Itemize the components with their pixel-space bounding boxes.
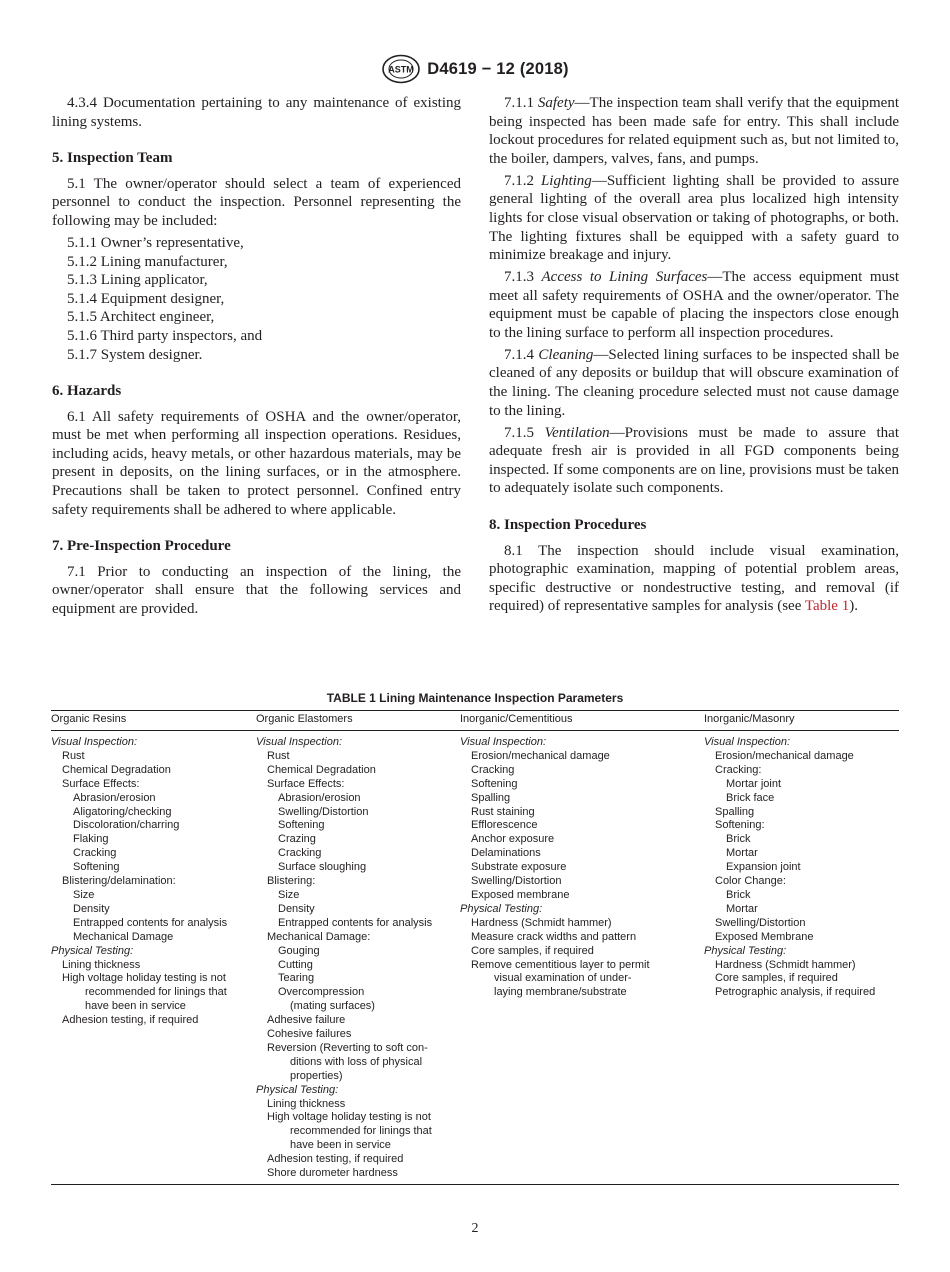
table-cell-line: Density — [73, 902, 110, 915]
table-cell-line: Core samples, if required — [471, 944, 594, 957]
paragraph-7-1-4 — [489, 346, 899, 420]
paragraph-6-1: 6.1 All safety requirements of OSHA and the owner/operator, must be met when performing all inspection operations. Residues, including acids, heavy metals, or other hazardous materials, may be present in deposits, on the lining surfaces, or in the atmosphere. Precautions shall be taken to protect personnel. Confined entry safety requirements shall be adhered to where applicable. — [52, 408, 461, 518]
table-cell-line: Softening — [471, 777, 518, 790]
table-cell-line: Flaking — [73, 833, 109, 846]
column-header-organic-elastomers: Organic Elastomers — [256, 713, 353, 725]
table-cell-line: Abrasion/erosion — [73, 791, 156, 804]
list-item-5-1-5: 5.1.5 Architect engineer, — [67, 309, 215, 326]
paragraph-text: —Provisions must be made to assure that adequate fresh air is provided in all FGD components being inspected. If some components are on line, provisions must be taken to adequately isolate such components. — [489, 424, 900, 497]
table-cell-line: Density — [278, 902, 315, 915]
paragraph-text: 8.1 The inspection should include visual examination, photographic examination, mapping of potential problem areas, specific destructive or nondestructive testing, and removal (if required) of representative samples for analysis (see — [489, 542, 899, 615]
table-cell-line: Color Change: — [715, 875, 786, 888]
organic-elastomers-column — [256, 736, 460, 1181]
paragraph-term: Access to Lining Surfaces — [541, 269, 708, 286]
table-cell-line: Cracking — [471, 763, 515, 776]
section-7-heading: 7. Pre-Inspection Procedure — [52, 538, 231, 555]
table-cell-line: Core samples, if required — [715, 972, 838, 985]
paragraph-number: 7.1.2 — [504, 172, 534, 189]
astm-logo-icon — [381, 54, 421, 84]
table-cell-line: Anchor exposure — [471, 833, 555, 846]
table-cell-line: Adhesive failure — [267, 1014, 346, 1027]
table-cell-line: Efflorescence — [471, 819, 538, 832]
table-cell-line: Petrographic analysis, if required — [715, 986, 876, 999]
table-cell-line: ditions with loss of physical — [290, 1055, 423, 1068]
table-cell-line: Exposed Membrane — [715, 930, 814, 943]
table-cell-line: Physical Testing: — [460, 902, 543, 915]
list-item-5-1-3: 5.1.3 Lining applicator, — [67, 272, 208, 289]
table-cell-line: Mechanical Damage: — [267, 930, 371, 943]
table-cell-line: Brick face — [726, 791, 775, 804]
table-cell-line: High voltage holiday testing is not — [267, 1111, 431, 1124]
table-cell-line: recommended for linings that — [85, 986, 227, 999]
page-header — [0, 52, 950, 86]
section-5-heading: 5. Inspection Team — [52, 150, 173, 167]
paragraph-5-1: 5.1 The owner/operator should select a team of experienced personnel to conduct the inspection. Personnel representing the following may be included: — [52, 175, 461, 229]
table-cell-line: Entrapped contents for analysis — [73, 916, 228, 929]
column-header-organic-resins: Organic Resins — [51, 713, 127, 725]
table-cell-line: Physical Testing: — [256, 1083, 339, 1096]
table-bottom-rule — [51, 1184, 899, 1185]
standard-designation: D4619 − 12 (2018) — [427, 59, 569, 78]
section-8-heading: 8. Inspection Procedures — [489, 517, 647, 534]
table-cell-line: Swelling/Distortion — [715, 916, 806, 929]
paragraph-term: Cleaning — [538, 346, 594, 363]
table-header-row — [51, 711, 899, 730]
table-cell-line: Rust — [267, 749, 290, 762]
table-cell-line: Measure crack widths and pattern — [471, 930, 637, 943]
table-cell-line: Hardness (Schmidt hammer) — [715, 958, 856, 971]
paragraph-number: 7.1.1 — [504, 95, 534, 111]
table-cell-line: Abrasion/erosion — [278, 791, 361, 804]
list-item-5-1-2: 5.1.2 Lining manufacturer, — [67, 253, 228, 270]
paragraph-term: Safety — [537, 95, 575, 111]
table-cell-line: Entrapped contents for analysis — [278, 916, 433, 929]
organic-resins-column — [51, 736, 256, 1181]
page-number: 2 — [471, 1221, 479, 1236]
table-cell-line: Chemical Degradation — [267, 763, 376, 776]
table-cell-line: Cracking — [278, 847, 322, 860]
table-cell-line: Visual Inspection: — [51, 736, 138, 748]
table-cell-line: laying membrane/substrate — [494, 986, 627, 999]
table-cell-line: Brick — [726, 833, 751, 846]
paragraph-7-1: 7.1 Prior to conducting an inspection of the lining, the owner/operator shall ensure that the following services and equipment are provided. — [52, 563, 461, 618]
paragraph-term: Ventilation — [544, 424, 610, 441]
table-cell-line: Lining thickness — [62, 958, 141, 971]
table-cell-line: Cutting — [278, 958, 313, 971]
table-cell-line: Swelling/Distortion — [471, 875, 562, 888]
table-cell-line: Exposed membrane — [471, 888, 570, 901]
table-cell-line: Mechanical Damage — [73, 930, 174, 943]
table-cell-line: Size — [278, 888, 300, 901]
paragraph-text: —The access equipment must meet all safety requirements of OSHA and the owner/operator. The equipment must be capable of placing the inspectors close enough to the lining surface to perform all inspection procedures. — [489, 269, 899, 341]
table-cell-line: have been in service — [85, 1000, 186, 1013]
table-cell-line: Reversion (Reverting to soft con- — [267, 1041, 428, 1054]
paragraph-8-1 — [489, 542, 899, 616]
table-cell-line: Size — [73, 888, 95, 901]
table-cell-line: Mortar — [726, 847, 758, 860]
table-cell-line: Visual Inspection: — [704, 736, 791, 748]
table-cell-line: Spalling — [471, 791, 511, 804]
left-text-column — [52, 94, 461, 622]
table-cell-line: Adhesion testing, if required — [62, 1014, 199, 1027]
table-cell-line: Discoloration/charring — [73, 819, 180, 832]
table-cell-line: properties) — [290, 1069, 343, 1082]
list-item-5-1-6: 5.1.6 Third party inspectors, and — [67, 327, 263, 344]
table-cell-line: Physical Testing: — [704, 944, 787, 957]
table-cell-line: Substrate exposure — [471, 861, 567, 874]
table-cell-line: Softening — [278, 819, 325, 832]
astm-logo-text: ASTM — [388, 64, 415, 75]
table-cell-line: Physical Testing: — [51, 944, 134, 957]
table-cell-line: Hardness (Schmidt hammer) — [471, 916, 612, 929]
table-cell-line: Surface sloughing — [278, 861, 367, 874]
table-cell-line: Mortar joint — [726, 777, 782, 790]
table-cell-line: Overcompression — [278, 986, 365, 999]
paragraph-number: 7.1.4 — [504, 346, 534, 363]
section-6-heading: 6. Hazards — [52, 383, 122, 400]
paragraph-7-1-1 — [489, 94, 899, 168]
inorganic-cementitious-column — [460, 736, 704, 1181]
table-cell-line: Surface Effects: — [62, 777, 140, 790]
table-cell-line: Gouging — [278, 944, 320, 957]
table-cell-line: visual examination of under- — [494, 972, 632, 985]
table-cell-line: Adhesion testing, if required — [267, 1153, 404, 1166]
table-cell-line: Visual Inspection: — [460, 736, 547, 748]
table-cell-line: Expansion joint — [726, 861, 801, 874]
inorganic-masonry-column — [704, 736, 899, 1181]
table-cell-line: Erosion/mechanical damage — [715, 749, 854, 762]
paragraph-text: —The inspection team shall verify that the equipment being inspected has been made safe for entry. This shall include lockout procedures for related equipment such as, but not limited to, the boiler, dampers, valves, fans, and pumps. — [489, 95, 899, 167]
table-cell-line: Brick — [726, 888, 751, 901]
paragraph-number: 7.1.5 — [504, 424, 534, 441]
table-cell-line: Spalling — [715, 805, 755, 818]
table-cell-line: Blistering/delamination: — [62, 875, 176, 888]
table-cell-line: Visual Inspection: — [256, 736, 343, 748]
table-cell-line: Rust staining — [471, 805, 535, 818]
list-item-5-1-7: 5.1.7 System designer. — [67, 346, 203, 363]
table-cell-line: Delaminations — [471, 847, 541, 860]
table-cell-line: Swelling/Distortion — [278, 805, 369, 818]
table-1-link[interactable]: Table 1 — [804, 598, 850, 615]
inspection-parameters-table — [51, 710, 899, 1185]
column-header-inorganic-masonry: Inorganic/Masonry — [704, 713, 795, 725]
paragraph-text: —Sufficient lighting shall be provided to assure general lighting of the overall area plus localized high intensity lights for close visual observation or taking of photographs, or both. The lighting fixtures shall be equipped with a safety guard to minimize breakage and injury. — [489, 172, 900, 264]
paragraph-text-end: ). — [849, 598, 858, 615]
list-item-5-1-4: 5.1.4 Equipment designer, — [67, 290, 225, 307]
table-cell-line: Chemical Degradation — [62, 763, 171, 776]
table-cell-line: Cohesive failures — [267, 1028, 352, 1041]
paragraph-text: —Selected lining surfaces to be inspected shall be cleaned of any deposits or buildup that will obscure examination of the lining. The cleaning procedure selected must not cause damage to the lining. — [489, 346, 899, 419]
table-cell-line: Shore durometer hardness — [267, 1167, 398, 1180]
table-cell-line: Softening — [73, 861, 120, 874]
table-cell-line: Erosion/mechanical damage — [471, 749, 610, 762]
paragraph-7-1-5 — [489, 424, 899, 498]
table-cell-line: Softening: — [715, 819, 765, 832]
column-header-inorganic-cementitious: Inorganic/Cementitious — [460, 713, 573, 725]
paragraph-number: 7.1.3 — [504, 269, 534, 286]
right-text-column — [489, 94, 899, 619]
table-cell-line: Lining thickness — [267, 1097, 346, 1110]
table-cell-line: Cracking: — [715, 763, 762, 776]
table-caption: TABLE 1 Lining Maintenance Inspection Parameters — [326, 691, 624, 705]
table-cell-line: Mortar — [726, 902, 758, 915]
list-item-5-1-1: 5.1.1 Owner’s representative, — [67, 234, 244, 251]
table-cell-line: Tearing — [278, 972, 315, 985]
paragraph-term: Lighting — [540, 172, 592, 189]
table-cell-line: Remove cementitious layer to permit — [471, 958, 650, 971]
table-cell-line: Crazing — [278, 833, 316, 846]
table-cell-line: have been in service — [290, 1139, 391, 1152]
paragraph-7-1-3 — [489, 268, 899, 342]
table-cell-line: Cracking — [73, 847, 117, 860]
paragraph-4-3-4: 4.3.4 Documentation pertaining to any maintenance of existing lining systems. — [52, 95, 461, 130]
table-cell-line: High voltage holiday testing is not — [62, 972, 226, 985]
table-cell-line: (mating surfaces) — [290, 1000, 375, 1013]
table-cell-line: Surface Effects: — [267, 777, 345, 790]
paragraph-7-1-2 — [489, 172, 899, 265]
table-cell-line: Rust — [62, 749, 85, 762]
table-cell-line: recommended for linings that — [290, 1125, 432, 1138]
table-cell-line: Aligatoring/checking — [73, 805, 172, 818]
table-cell-line: Blistering: — [267, 875, 316, 888]
table-body — [51, 731, 899, 1184]
